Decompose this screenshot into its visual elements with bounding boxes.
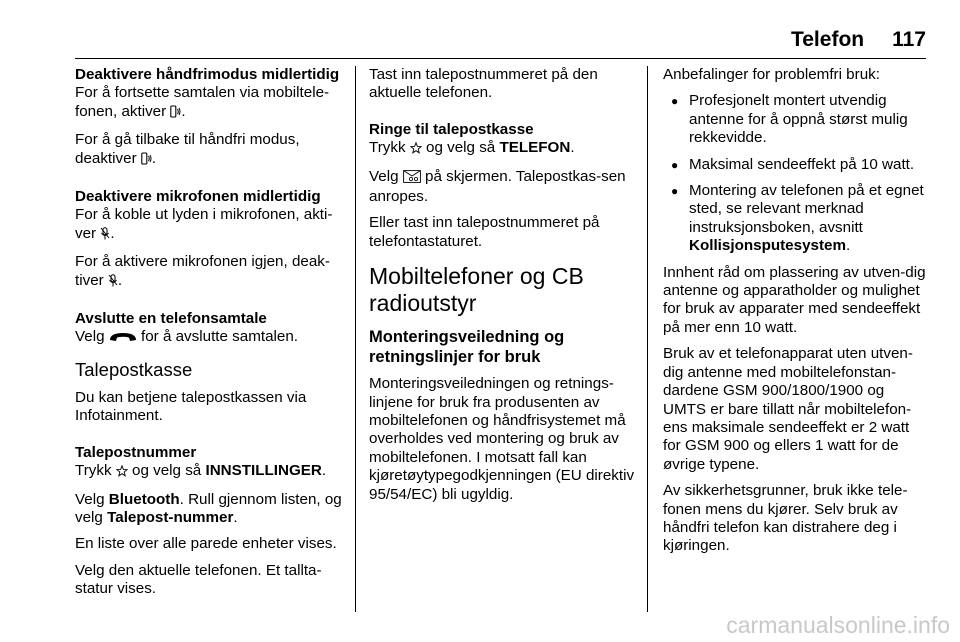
menu-label-bluetooth: Bluetooth (108, 490, 180, 508)
text: Velg (369, 167, 403, 185)
watermark: carmanualsonline.info (726, 612, 950, 638)
text: Trykk (75, 462, 116, 480)
heading-voicemail-number: Talepostnummer (75, 443, 197, 461)
para-intro: Tast inn talepostnummeret på den aktuelle telefonen. (369, 66, 598, 102)
page-number: 117 (892, 28, 926, 51)
column-divider-2 (647, 66, 648, 612)
para-call-1 (369, 139, 639, 159)
para-advice: Innhent råd om plassering av utven-dig antenne og apparatholder og mulighet for bruk av apparater med sendeeffekt på mer enn 10 watt. (663, 263, 926, 336)
para-end-call (75, 328, 347, 348)
text: . (570, 139, 575, 157)
column-1 (75, 66, 347, 607)
home-star-icon (116, 464, 128, 482)
header-divider (75, 58, 926, 59)
text: . (110, 224, 115, 242)
recommend-list (663, 92, 926, 255)
para-call-3: Eller tast inn talepostnummeret på telefontastaturet. (369, 214, 600, 250)
handset-speaker-icon (141, 152, 152, 170)
menu-label-settings: INNSTILLINGER (205, 462, 322, 480)
text: for å avslutte samtalen. (136, 328, 299, 346)
heading-installation: Monteringsveiledning og retningslinjer for bruk (369, 328, 565, 367)
text: Montering av telefonen på et egnet sted, se relevant merknad instruksjonsboken, avsnitt (689, 182, 924, 236)
text: For å fortsette samtalen via mobiltele-fonen, aktiver (75, 84, 330, 120)
text: . (321, 462, 327, 480)
section-ref-airbag: Kollisjonsputesystem (689, 237, 846, 255)
text: og velg så (127, 462, 206, 480)
text: på skjermen. Talepostkas-sen anropes. (369, 167, 626, 206)
para-handsfree-1 (75, 84, 347, 123)
voicemail-icon (403, 170, 421, 188)
para-mic-1 (75, 206, 347, 245)
para-mic-2 (75, 253, 347, 292)
para-number-1 (75, 462, 347, 482)
text: . (181, 102, 186, 120)
menu-label-phone: TELEFON (499, 139, 571, 157)
para-handsfree-2 (75, 131, 347, 170)
text: . (117, 271, 123, 289)
para-safety: Av sikkerhetsgrunner, bruk ikke tele-fonen mens du kjører. Selv bruk av håndfri telefon kan distrahere deg i kjøringen. (663, 482, 908, 555)
para-call-2 (369, 168, 639, 207)
column-2 (369, 66, 639, 512)
heading-call-voicemail: Ringe til talepostkasse (369, 120, 534, 138)
handset-speaker-icon (170, 105, 181, 123)
text: . (845, 237, 851, 255)
menu-label-voicemail-number: Talepost-nummer (107, 508, 234, 526)
heading-handsfree: Deaktivere håndfrimodus midlertidig (75, 66, 340, 83)
text: For å koble ut lyden i mikrofonen, akti-ver (75, 206, 333, 242)
heading-mic: Deaktivere mikrofonen midlertidig (75, 188, 321, 206)
para-recommend: Anbefalinger for problemfri bruk: (663, 66, 880, 83)
heading-mobile-cb: Mobiltelefoner og CB radioutstyr (369, 263, 584, 317)
text: . (233, 508, 238, 526)
mic-mute-icon (100, 227, 110, 245)
para-installation: Monteringsveiledningen og retnings-linjene for bruk fra produsenten av mobiltelefonen og håndfrisystemet må overholdes ved montering og bruk av mobiltelefonen. I motsatt fall kan kjøretøytypegodkjenningen (EU direktiv 95/54/EC) bli ugyldig. (369, 375, 635, 503)
text: For å aktivere mikrofonen igjen, deak-tiver (75, 253, 330, 289)
list-item (663, 182, 926, 256)
home-star-icon (410, 141, 422, 159)
text: For å gå tilbake til håndfri modus, deaktiver (75, 131, 300, 167)
heading-voicemail: Talepostkasse (75, 358, 193, 380)
end-call-icon (109, 330, 137, 348)
para-voicemail: Du kan betjene talepostkassen via Infotainment. (75, 388, 307, 425)
text: og velg så (421, 139, 500, 157)
column-3 (663, 66, 926, 564)
section-title: Telefon (790, 28, 865, 51)
text: Velg (75, 490, 109, 508)
heading-end-call: Avslutte en telefonsamtale (75, 310, 267, 328)
text: . Rull gjennom listen, og velg (75, 490, 342, 526)
text: Trykk (369, 139, 410, 157)
para-number-2 (75, 491, 347, 528)
column-divider-1 (355, 66, 356, 612)
para-number-3: En liste over alle parede enheter vises. (75, 535, 337, 553)
list-item: ● Profesjonelt montert utvendig antenne for å oppnå størst mulig rekkevidde. (663, 92, 926, 147)
mic-mute-icon (108, 274, 118, 292)
para-gsm: Bruk av et telefonapparat uten utven-dig antenne med mobiltelefonstan-dardene GSM 900/1800/1900 og UMTS er bare tillatt når mobiltelefon-ens maksimale sendeeffekt er 2 watt for GSM 900 og ellers 1 watt for de øvrige typene. (663, 345, 913, 473)
page-header (791, 28, 926, 58)
text: . (151, 149, 157, 167)
list-item: ● Maksimal sendeeffekt på 10 watt. (663, 156, 926, 174)
text: Velg (75, 328, 109, 346)
para-number-4: Velg den aktuelle telefonen. Et tallta-statur vises. (75, 561, 322, 598)
